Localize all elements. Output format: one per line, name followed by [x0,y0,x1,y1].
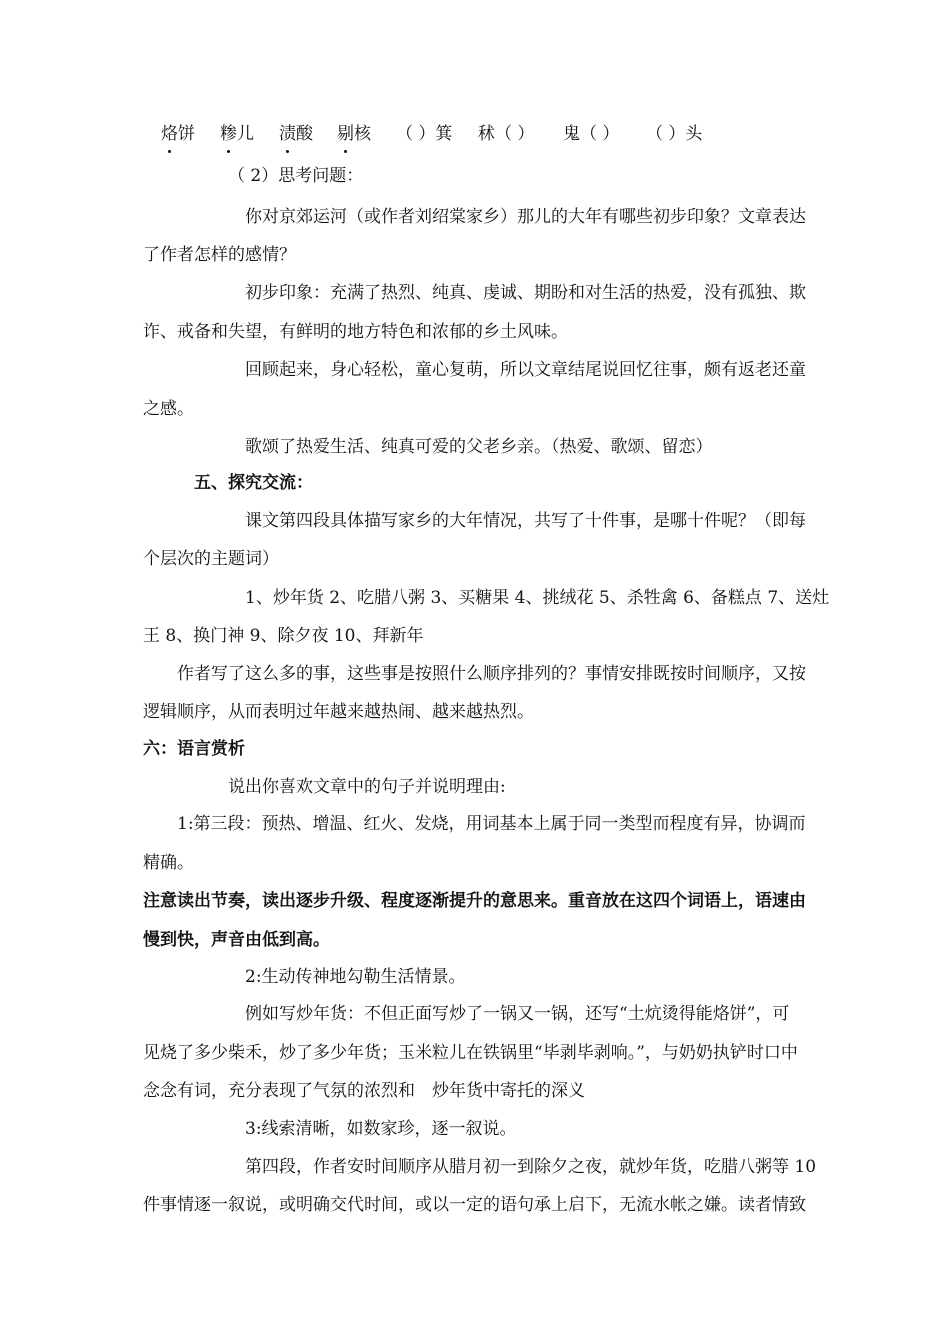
paragraph-line: 王 8、换门神 9、除夕夜 10、拜新年 [143,626,424,646]
section-heading: 五、探究交流： [194,473,313,493]
paragraph-line: 诈、戒备和失望，有鲜明的地方特色和浓郁的乡土风味。 [143,322,568,342]
vocab-word: 秫（ ） [478,124,535,144]
paragraph-line: 1:第三段：预热、增温、红火、发烧，用词基本上属于同一类型而程度有异，协调而 [177,814,806,834]
paragraph-line: 课文第四段具体描写家乡的大年情况，共写了十件事，是哪十件呢？（即每 [245,511,806,531]
q2-label: （ 2）思考问题： [228,166,364,186]
vocab-word [161,122,195,146]
vocab-word: （ ）头 [646,124,703,144]
paragraph-line: 你对京郊运河（或作者刘绍棠家乡）那儿的大年有哪些初步印象？文章表达 [245,207,806,227]
emphasis-dot [344,150,347,153]
paragraph-line: 1、炒年货 2、吃腊八粥 3、买糖果 4、挑绒花 5、杀牲禽 6、备糕点 7、送灶 [245,588,830,608]
paragraph-line: 例如写炒年货：不但正面写炒了一锅又一锅，还写“土炕烫得能烙饼”，可 [245,1004,790,1024]
bold-note-line: 慢到快，声音由低到高。 [143,930,330,950]
paragraph-line: 歌颂了热爱生活、纯真可爱的父老乡亲。（热爱、歌颂、留恋） [245,437,713,457]
paragraph-line: 2:生动传神地勾勒生活情景。 [245,967,466,987]
vocab-word: 糁儿 [220,124,254,144]
paragraph-line: 个层次的主题词） [143,549,279,569]
paragraph-line: 精确。 [143,853,194,873]
vocab-word: （ ）箕 [396,124,453,144]
paragraph-line: 3:线索清晰，如数家珍，逐一叙说。 [245,1119,517,1139]
vocab-word: 渍酸 [279,124,313,144]
emphasis-dot [168,150,171,153]
paragraph-line: 回顾起来，身心轻松，童心复萌，所以文章结尾说回忆往事，颇有返老还童 [245,360,806,380]
paragraph-line: 初步印象：充满了热烈、纯真、虔诚、期盼和对生活的热爱，没有孤独、欺 [245,283,806,303]
section-heading: 六：语言赏析 [143,739,245,759]
emphasis-dot [286,150,289,153]
paragraph-line: 念念有词，充分表现了气氛的浓烈和 炒年货中寄托的深义 [143,1081,585,1101]
bold-note-line: 注意读出节奏，读出逐步升级、程度逐渐提升的意思来。重音放在这四个词语上，语速由 [143,891,806,911]
paragraph-line: 见烧了多少柴禾，炒了多少年货；玉米粒儿在铁锅里“毕剥毕剥响。”，与奶奶执铲时口中 [143,1043,798,1063]
paragraph-line: 作者写了这么多的事，这些事是按照什么顺序排列的？事情安排既按时间顺序，又按 [177,664,806,684]
emphasis-dot [227,150,230,153]
paragraph-line: 之感。 [143,399,194,419]
paragraph-line: 第四段，作者安时间顺序从腊月初一到除夕之夜，就炒年货，吃腊八粥等 10 [245,1157,817,1177]
paragraph-line: 说出你喜欢文章中的句子并说明理由: [228,777,506,797]
paragraph-line: 件事情逐一叙说，或明确交代时间，或以一定的语句承上启下，无流水帐之嫌。读者情致 [143,1195,806,1215]
paragraph-line: 了作者怎样的感情？ [143,245,296,265]
vocab-word: 鬼（ ） [563,124,620,144]
paragraph-line: 逻辑顺序，从而表明过年越来越热闹、越来越热烈。 [143,702,534,722]
vocab-word: 剔核 [337,124,371,144]
vocab-word-text: 烙饼 [161,124,195,144]
